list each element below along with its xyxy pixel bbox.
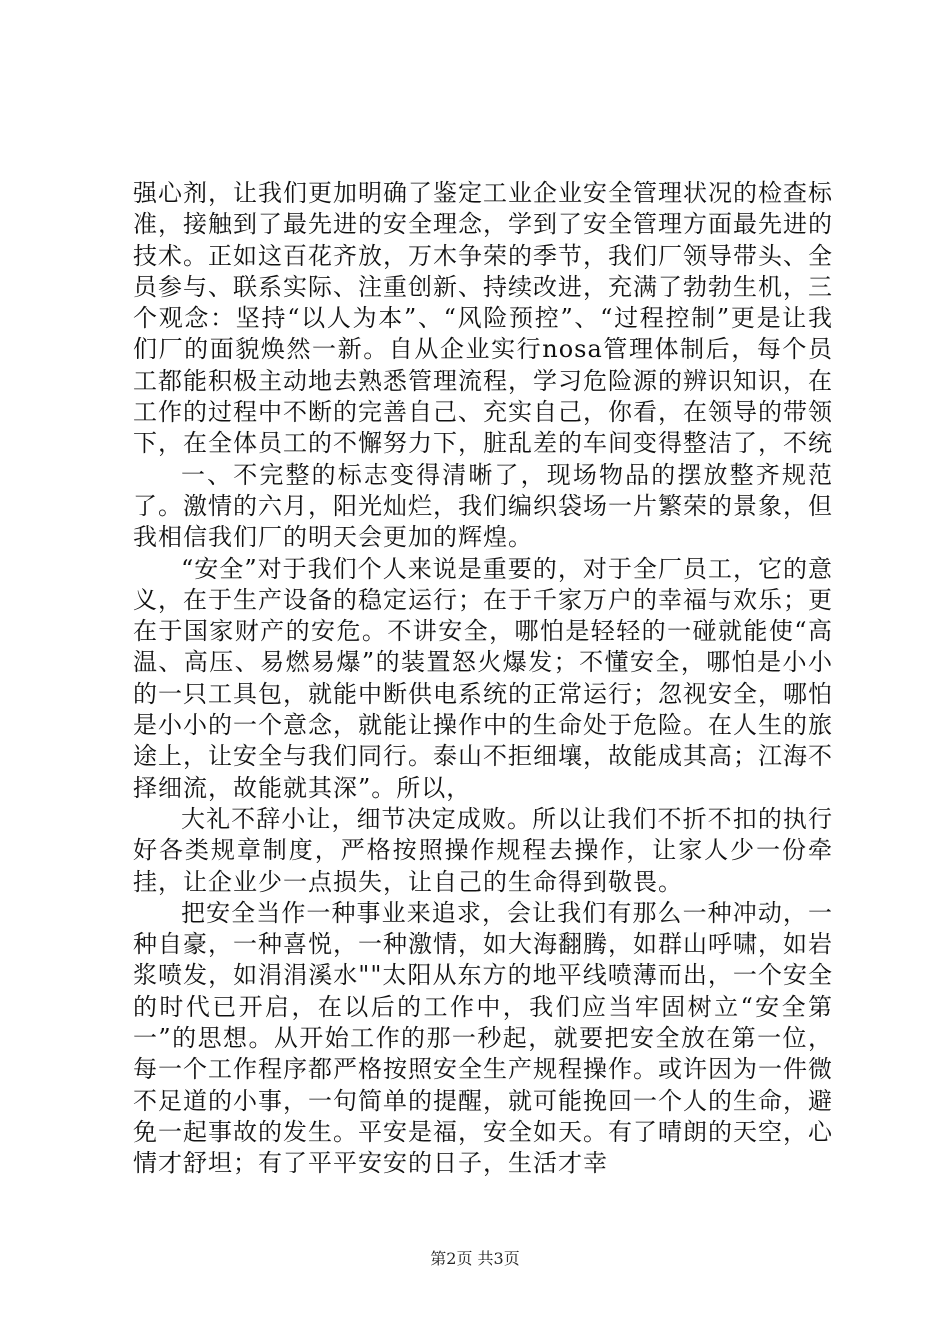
paragraph-3: “安全”对于我们个人来说是重要的，对于全厂员工，它的意义，在于生产设备的稳定运行；在于千家万户的幸福与欢乐；更在于国家财产的安危。不讲安全，哪怕是轻轻的一碰就能使“高温、高压、易燃易爆”的装置怒火爆发；不懂安全，哪怕是小小的一只工具包，就能中断供电系统的正常运行；忽视安全，哪怕是小小的一个意念，就能让操作中的生命处于危险。在人生的旅途上，让安全与我们同行。泰山不拒细壤，故能成其高；江海不择细流，故能就其深”。所以， — [133, 554, 833, 802]
document-body — [133, 178, 833, 1180]
paragraph-4: 大礼不辞小让，细节决定成败。所以让我们不折不扣的执行好各类规章制度，严格按照操作规程去操作，让家人少一份牵挂，让企业少一点损失，让自己的生命得到敬畏。 — [133, 804, 833, 896]
paragraph-2: 一、不完整的标志变得清晰了，现场物品的摆放整齐规范了。激情的六月，阳光灿烂，我们编织袋场一片繁荣的景象，但我相信我们厂的明天会更加的辉煌。 — [133, 460, 833, 552]
page-number-footer: 第2页 共3页 — [430, 1249, 520, 1268]
paragraph-5: 把安全当作一种事业来追求，会让我们有那么一种冲动，一种自豪，一种喜悦，一种激情，如大海翻腾，如群山呼啸，如岩浆喷发，如涓涓溪水""太阳从东方的地平线喷薄而出，一个安全的时代已开启，在以后的工作中，我们应当牢固树立“安全第一”的思想。从开始工作的那一秒起，就要把安全放在第一位，每一个工作程序都严格按照安全生产规程操作。或许因为一件微不足道的小事，一句简单的提醒，就可能挽回一个人的生命，避免一起事故的发生。平安是福，安全如天。有了晴朗的天空，心情才舒坦；有了平平安安的日子，生活才幸 — [133, 898, 833, 1178]
paragraph-1: 强心剂，让我们更加明确了鉴定工业企业安全管理状况的检查标准，接触到了最先进的安全理念，学到了安全管理方面最先进的技术。正如这百花齐放，万木争荣的季节，我们厂领导带头、全员参与、联系实际、注重创新、持续改进，充满了勃勃生机，三个观念：坚持“以人为本”、“风险预控”、“过程控制”更是让我们厂的面貌焕然一新。自从企业实行nosa管理体制后，每个员工都能积极主动地去熟悉管理流程，学习危险源的辨识知识，在工作的过程中不断的完善自己、充实自己，你看，在领导的带领下，在全体员工的不懈努力下，脏乱差的车间变得整洁了，不统 — [133, 179, 833, 458]
